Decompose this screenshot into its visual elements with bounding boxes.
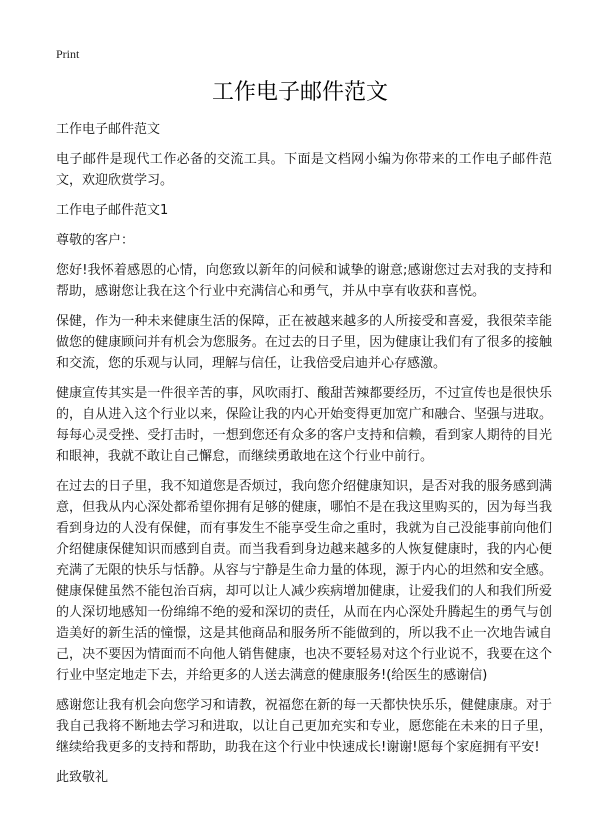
section-heading: 工作电子邮件范文1 bbox=[56, 203, 169, 218]
document-title: 工作电子邮件范文 bbox=[211, 80, 388, 105]
body-paragraph: 您好!我怀着感恩的心情，向您致以新年的问候和诚挚的谢意;感谢您过去对我的支持和帮助，感谢您让我在这个行业中充满信心和勇气，并从中享有收获和喜悦。 bbox=[56, 263, 552, 299]
body-paragraph: 健康宣传其实是一件很辛苦的事，风吹雨打、酸甜苦辣都要经历，不过宣传也是很快乐的，自从进入这个行业以来，保险让我的内心开始变得更加宽广和融合、坚强与进取。每每心灵受挫、受打击时，一想到您还有众多的客户支持和信赖，看到家人期待的目光和眼神，我就不敢让自己懈怠，而继续勇敢地在这个行业中前行。 bbox=[56, 386, 552, 464]
salutation: 尊敬的客户： bbox=[56, 233, 135, 248]
document-body bbox=[56, 119, 552, 797]
document-subtitle: 工作电子邮件范文 bbox=[56, 122, 161, 137]
print-label: Print bbox=[56, 47, 80, 61]
intro-paragraph: 电子邮件是现代工作必备的交流工具。下面是文档网小编为你带来的工作电子邮件范文，欢迎欣赏学习。 bbox=[56, 152, 552, 188]
body-paragraph: 保健，作为一种未来健康生活的保障，正在被越来越多的人所接受和喜爱，我很荣幸能做您的健康顾问并有机会为您服务。在过去的日子里，因为健康让我们有了很多的接触和交流，您的乐观与认同，理解与信任，让我倍受启迪并心存感激。 bbox=[56, 314, 552, 371]
body-paragraph: 感谢您让我有机会向您学习和请教，祝福您在新的每一天都快快乐乐，健健康康。对于我自己我将不断地去学习和进取，以让自己更加充实和专业，愿您能在未来的日子里，继续给我更多的支持和帮助，助我在这个行业中快速成长!谢谢!愿每个家庭拥有平安! bbox=[56, 698, 552, 755]
body-paragraph: 在过去的日子里，我不知道您是否烦过，我向您介绍健康知识，是否对我的服务感到满意，但我从内心深处都希望你拥有足够的健康，哪怕不是在我这里购买的，因为每当我看到身边的人没有保健，而有事发生不能享受生命之重时，我就为自己没能事前向他们介绍健康保健知识而感到自责。而当我看到身边越来越多的人恢复健康时，我的内心便充满了无限的快乐与恬静。从容与宁静是生命力量的体现，源于内心的坦然和安全感。健康保健虽然不能包治百病，却可以让人减少疾病增加健康，让爱我们的人和我们所爱的人深切地感知一份绵绵不绝的爱和深切的责任，从而在内心深处升腾起生的勇气与创造美好的新生活的憧憬，这是其他商品和服务所不能做到的，所以我不止一次地告诫自己，决不要因为情面而不向他人销售健康，也决不要轻易对这个行业说不，我要在这个行业中坚定地走下去，并给更多的人送去满意的健康服务!(给医生的感谢信) bbox=[56, 479, 552, 683]
closing-line: 此致敬礼 bbox=[56, 770, 109, 785]
